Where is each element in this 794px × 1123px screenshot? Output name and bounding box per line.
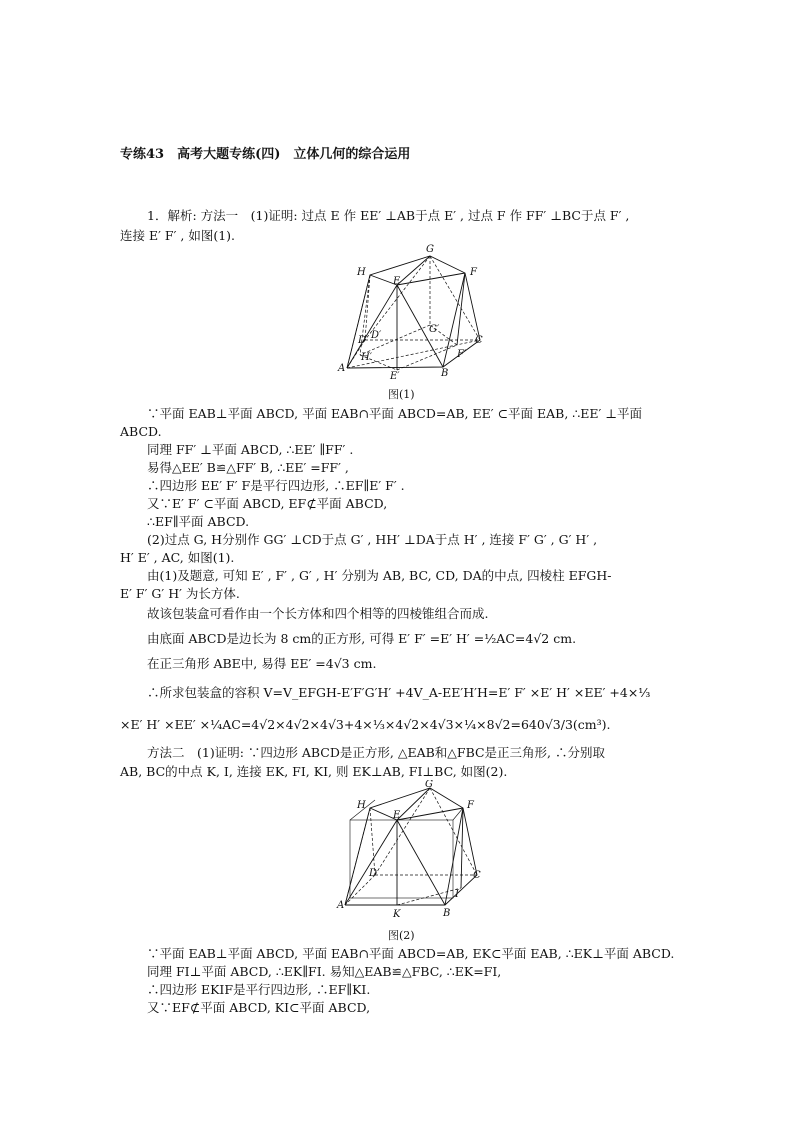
label-B: B (441, 368, 449, 379)
text-line-6: 易得△EE′ B≌△FF′ B, ∴EE′ =FF′ , (147, 460, 349, 475)
label-G: G (425, 780, 433, 790)
label-E-prime: E′ (390, 371, 400, 380)
label-F-prime: F′ (457, 349, 467, 360)
text-line-11: H′ E′ , AC, 如图(1). (120, 550, 235, 565)
text-line-24: 又∵EF⊄平面 ABCD, KI⊂平面 ABCD, (147, 1000, 371, 1015)
figure-1-diagram (335, 240, 485, 380)
text-line-12: 由(1)及题意, 可知 E′ , F′ , G′ , H′ 分别为 AB, BC, CD, DA的中点, 四棱柱 EFGH- (147, 568, 612, 583)
label-C: C (475, 335, 483, 346)
label-G: G (426, 244, 434, 255)
figure-2-diagram (335, 780, 485, 920)
text-line-5: 同理 FF′ ⊥平面 ABCD, ∴EE′ ∥FF′ . (147, 442, 354, 457)
text-line-22: 同理 FI⊥平面 ABCD, ∴EK∥FI. 易知△EAB≌△FBC, ∴EK=FI, (147, 964, 502, 979)
label-H-prime: H′ (361, 352, 372, 363)
label-H: H (357, 800, 366, 811)
figure-2-caption: 图(2) (388, 929, 415, 942)
label-D: D (369, 868, 378, 879)
text-line-18: ×E′ H′ ×EE′ ×¼AC=4√2×4√2×4√3+4×⅓×4√2×4√3×¼×8√2=640√3/3(cm³). (120, 717, 611, 732)
text-line-4: ABCD. (120, 424, 162, 439)
text-line-9: ∴EF∥平面 ABCD. (147, 514, 250, 529)
text-line-8: 又∵E′ F′ ⊂平面 ABCD, EF⊄平面 ABCD, (147, 496, 388, 511)
label-D: D (358, 335, 367, 346)
figure-1-caption: 图(1) (388, 388, 415, 401)
label-C: C (473, 870, 481, 881)
text-line-20: AB, BC的中点 K, I, 连接 EK, FI, KI, 则 EK⊥AB, FI⊥BC, 如图(2). (120, 764, 508, 779)
label-I: I (455, 889, 459, 900)
text-line-14: 故该包装盒可看作由一个长方体和四个相等的四棱锥组合而成. (147, 606, 489, 621)
label-K: K (393, 909, 401, 920)
label-G-prime: G′ (429, 324, 440, 335)
text-line-10: (2)过点 G, H分别作 GG′ ⊥CD于点 G′ , HH′ ⊥DA于点 H′ , 连接 F′ G′ , G′ H′ , (147, 532, 598, 547)
label-B: B (443, 908, 451, 919)
label-D-prime: D′ (371, 330, 382, 341)
label-E: E (393, 276, 401, 287)
page-title: 专练43 高考大题专练(四) 立体几何的综合运用 (120, 147, 411, 162)
text-line-7: ∴四边形 EE′ F′ F是平行四边形, ∴EF∥E′ F′ . (147, 478, 405, 493)
text-line-15: 由底面 ABCD是边长为 8 cm的正方形, 可得 E′ F′ =E′ H′ =½AC=4√2 cm. (147, 631, 577, 646)
label-A: A (338, 363, 346, 374)
text-line-13: E′ F′ G′ H′ 为长方体. (120, 586, 240, 601)
text-line-3: ∵平面 EAB⊥平面 ABCD, 平面 EAB∩平面 ABCD=AB, EE′ ⊂平面 EAB, ∴EE′ ⊥平面 (147, 406, 643, 421)
text-line-19: 方法二 (1)证明: ∵四边形 ABCD是正方形, △EAB和△FBC是正三角形, ∴分别取 (147, 745, 606, 760)
label-E: E (393, 810, 401, 821)
text-line-1: 1．解析: 方法一 (1)证明: 过点 E 作 EE′ ⊥AB于点 E′ , 过点 F 作 FF′ ⊥BC于点 F′ , (147, 208, 630, 223)
text-line-21: ∵平面 EAB⊥平面 ABCD, 平面 EAB∩平面 ABCD=AB, EK⊂平面 EAB, ∴EK⊥平面 ABCD. (147, 946, 675, 961)
label-H: H (357, 267, 366, 278)
text-line-17: ∴所求包装盒的容积 V=V_EFGH-E′F′G′H′ +4V_A-EE′H′H=E′ F′ ×E′ H′ ×EE′ +4×⅓ (147, 685, 651, 700)
label-F: F (467, 800, 474, 811)
text-line-16: 在正三角形 ABE中, 易得 EE′ =4√3 cm. (147, 656, 377, 671)
label-A: A (337, 900, 345, 911)
text-line-2: 连接 E′ F′ , 如图(1). (120, 228, 236, 243)
text-line-23: ∴四边形 EKIF是平行四边形, ∴EF∥KI. (147, 982, 371, 997)
label-F: F (470, 267, 477, 278)
